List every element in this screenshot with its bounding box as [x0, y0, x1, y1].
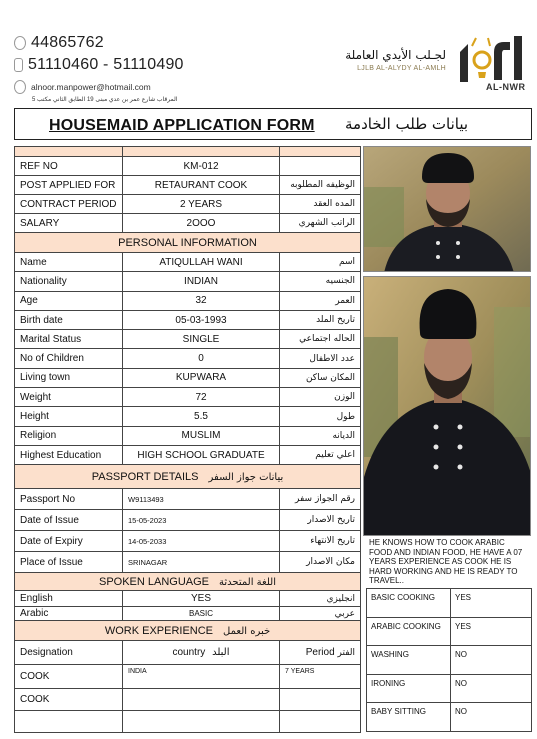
skill-value: NO: [451, 646, 532, 675]
applicant-photo-full: [363, 276, 531, 536]
table-row: [15, 531, 361, 552]
mobile-row: [14, 54, 184, 76]
table-row: [15, 291, 361, 310]
field-value: 05-03-1993: [123, 310, 280, 329]
field-label-arabic: الراتب الشهري: [280, 214, 361, 233]
skill-value: NO: [451, 674, 532, 703]
passport-heading-english: PASSPORT DETAILS: [91, 470, 199, 483]
field-value: ATIQULLAH WANI: [123, 253, 280, 272]
field-label: Passport No: [15, 489, 123, 510]
field-label-arabic: عدد الاطفال: [280, 349, 361, 368]
field-label: Arabic: [15, 607, 123, 621]
table-row: [15, 214, 361, 233]
field-label: Birth date: [15, 310, 123, 329]
skills-table: [366, 588, 532, 732]
table-row: [15, 330, 361, 349]
work-designation: COOK: [15, 689, 123, 711]
phone-mobile: 51110460 - 51110490: [28, 56, 184, 73]
personal-info-heading: PERSONAL INFORMATION: [15, 233, 361, 253]
language-heading-english: SPOKEN LANGUAGE: [98, 575, 210, 588]
field-label-arabic: اعلي تعليم: [280, 445, 361, 464]
language-heading-arabic: اللغة المتحدثة: [219, 576, 277, 588]
work-country: [123, 711, 280, 733]
brand-arabic: لجـلب الأيدي العاملة: [345, 48, 446, 62]
skill-label: BASIC COOKING: [367, 589, 451, 618]
phone-row: [14, 32, 184, 54]
section-header: [15, 465, 361, 489]
field-label: English: [15, 591, 123, 607]
table-row: [15, 426, 361, 445]
logo-caption: AL-NWR: [486, 82, 526, 92]
table-row: [15, 349, 361, 368]
form-title-english: HOUSEMAID APPLICATION FORM: [49, 117, 315, 134]
applicant-photo-closeup: [363, 146, 531, 272]
field-value: SRINAGAR: [123, 552, 280, 573]
skill-row: [367, 674, 532, 703]
email-row: [14, 76, 184, 98]
work-designation: COOK: [15, 665, 123, 689]
field-value: 2OOO: [123, 214, 280, 233]
spacer-row: [15, 147, 361, 157]
field-value: 32: [123, 291, 280, 310]
field-value: 5.5: [123, 407, 280, 426]
field-label-arabic: رقم الجواز سفر: [280, 489, 361, 510]
field-value: MUSLIM: [123, 426, 280, 445]
field-value: RETAURANT COOK: [123, 176, 280, 195]
field-label: SALARY: [15, 214, 123, 233]
skill-row: [367, 703, 532, 732]
table-row: [15, 388, 361, 407]
field-label: Name: [15, 253, 123, 272]
mobile-icon: [14, 58, 23, 72]
field-value: 0: [123, 349, 280, 368]
skill-value: YES: [451, 589, 532, 618]
field-value: SINGLE: [123, 330, 280, 349]
field-label-arabic: المده العقد: [280, 195, 361, 214]
applicant-photo-image: [364, 277, 531, 536]
field-label-arabic: الوزن: [280, 388, 361, 407]
skill-label: WASHING: [367, 646, 451, 675]
table-row: [15, 310, 361, 329]
table-row: [15, 665, 361, 689]
field-label-arabic: طول: [280, 407, 361, 426]
skill-row: [367, 589, 532, 618]
field-label: Highest Education: [15, 445, 123, 464]
work-period: [280, 689, 361, 711]
field-label: Weight: [15, 388, 123, 407]
field-label-arabic: اسم: [280, 253, 361, 272]
table-row: [15, 272, 361, 291]
field-label: POST APPLIED FOR: [15, 176, 123, 195]
skill-value: NO: [451, 703, 532, 732]
address-text: المرقاب شارع عمر بن عدي مبنى 19 الطابق الثاني مكتب 5: [32, 97, 178, 103]
work-heading-arabic: خبره العمل: [223, 625, 271, 637]
field-value: KUPWARA: [123, 368, 280, 387]
field-label: Age: [15, 291, 123, 310]
form-title-arabic: بيانات طلب الخادمة: [345, 115, 469, 133]
field-label: No of Children: [15, 349, 123, 368]
section-header: [15, 621, 361, 641]
table-row: [15, 552, 361, 573]
table-row: [15, 407, 361, 426]
language-heading: [15, 573, 361, 591]
table-row: [15, 368, 361, 387]
table-row: [15, 253, 361, 272]
skill-value: YES: [451, 617, 532, 646]
country-header-arabic: البلد: [212, 647, 230, 659]
table-row: [15, 689, 361, 711]
table-row: [15, 489, 361, 510]
period-header: [280, 641, 361, 665]
field-value: 14-05-2033: [123, 531, 280, 552]
brand-english: LJLB AL-ALYDY AL-AMLH: [357, 65, 446, 72]
field-label: CONTRACT PERIOD: [15, 195, 123, 214]
passport-heading: [15, 465, 361, 489]
field-label-arabic: المكان ساكن: [280, 368, 361, 387]
field-label: Place of Issue: [15, 552, 123, 573]
table-row: [15, 195, 361, 214]
application-table: [14, 146, 361, 733]
passport-heading-arabic: بيانات جواز السفر: [208, 471, 284, 483]
skill-label: BABY SITTING: [367, 703, 451, 732]
work-country: INDIA: [123, 665, 280, 689]
field-label: Date of Expiry: [15, 531, 123, 552]
applicant-remarks: HE KNOWS HOW TO COOK ARABIC FOOD AND INDIAN FOOD, HE HAVE A 07 YEARS EXPERIENCE AS COOK HE IS HARD WORKING AND HE IS READY TO TRAVEL..: [369, 538, 523, 585]
field-value: 15-05-2023: [123, 510, 280, 531]
field-label: Date of Issue: [15, 510, 123, 531]
phone-main: 44865762: [31, 34, 104, 51]
email-icon: [14, 80, 26, 94]
work-country: [123, 689, 280, 711]
phone-icon: [14, 36, 26, 50]
skill-label: IRONING: [367, 674, 451, 703]
letterhead: [0, 0, 537, 108]
field-value: INDIAN: [123, 272, 280, 291]
field-label-arabic: تاريخ الملد: [280, 310, 361, 329]
skill-row: [367, 646, 532, 675]
contact-block: [14, 32, 184, 103]
field-label-arabic: مكان الاصدار: [280, 552, 361, 573]
email-text: alnoor.manpower@hotmail.com: [31, 82, 151, 92]
field-label: Nationality: [15, 272, 123, 291]
field-label-arabic: انجليزي: [280, 591, 361, 607]
field-label-arabic: تاريخ الانتهاء: [280, 531, 361, 552]
field-label-arabic: الحاله اجتماعي: [280, 330, 361, 349]
applicant-photo-image: [364, 147, 531, 272]
period-header-arabic: الفتر: [337, 648, 355, 659]
field-label: Marital Status: [15, 330, 123, 349]
field-label-arabic: الجنسيه: [280, 272, 361, 291]
field-label-arabic: عربي: [280, 607, 361, 621]
field-label-arabic: العمر: [280, 291, 361, 310]
field-label: Height: [15, 407, 123, 426]
work-column-headers: [15, 641, 361, 665]
period-header-english: Period: [305, 647, 335, 659]
table-row: [15, 607, 361, 621]
table-row: [15, 157, 361, 176]
field-value: 2 YEARS: [123, 195, 280, 214]
section-header: [15, 573, 361, 591]
field-label: Religion: [15, 426, 123, 445]
field-value: 72: [123, 388, 280, 407]
section-header: [15, 233, 361, 253]
form-title-box: [14, 108, 532, 140]
field-label-arabic: [280, 157, 361, 176]
brand-block: [340, 48, 446, 72]
work-heading-english: WORK EXPERIENCE: [104, 624, 214, 637]
field-label: REF NO: [15, 157, 123, 176]
work-designation: [15, 711, 123, 733]
work-heading: [15, 621, 361, 641]
field-label-arabic: تاريخ الاصدار: [280, 510, 361, 531]
field-label: Living town: [15, 368, 123, 387]
table-row: [15, 510, 361, 531]
table-row: [15, 711, 361, 733]
table-row: [15, 176, 361, 195]
field-value: KM-012: [123, 157, 280, 176]
field-label-arabic: الوظيفه المطلوبه: [280, 176, 361, 195]
country-header: [123, 641, 280, 665]
work-period: [280, 711, 361, 733]
designation-header: Designation: [15, 641, 123, 665]
skill-row: [367, 617, 532, 646]
table-row: [15, 591, 361, 607]
field-label-arabic: الديانه: [280, 426, 361, 445]
work-period: 7 YEARS: [280, 665, 361, 689]
field-value: HIGH SCHOOL GRADUATE: [123, 445, 280, 464]
field-value: BASIC: [123, 607, 280, 621]
field-value: W9113493: [123, 489, 280, 510]
field-value: YES: [123, 591, 280, 607]
table-row: [15, 445, 361, 464]
skill-label: ARABIC COOKING: [367, 617, 451, 646]
country-header-english: country: [172, 647, 206, 659]
